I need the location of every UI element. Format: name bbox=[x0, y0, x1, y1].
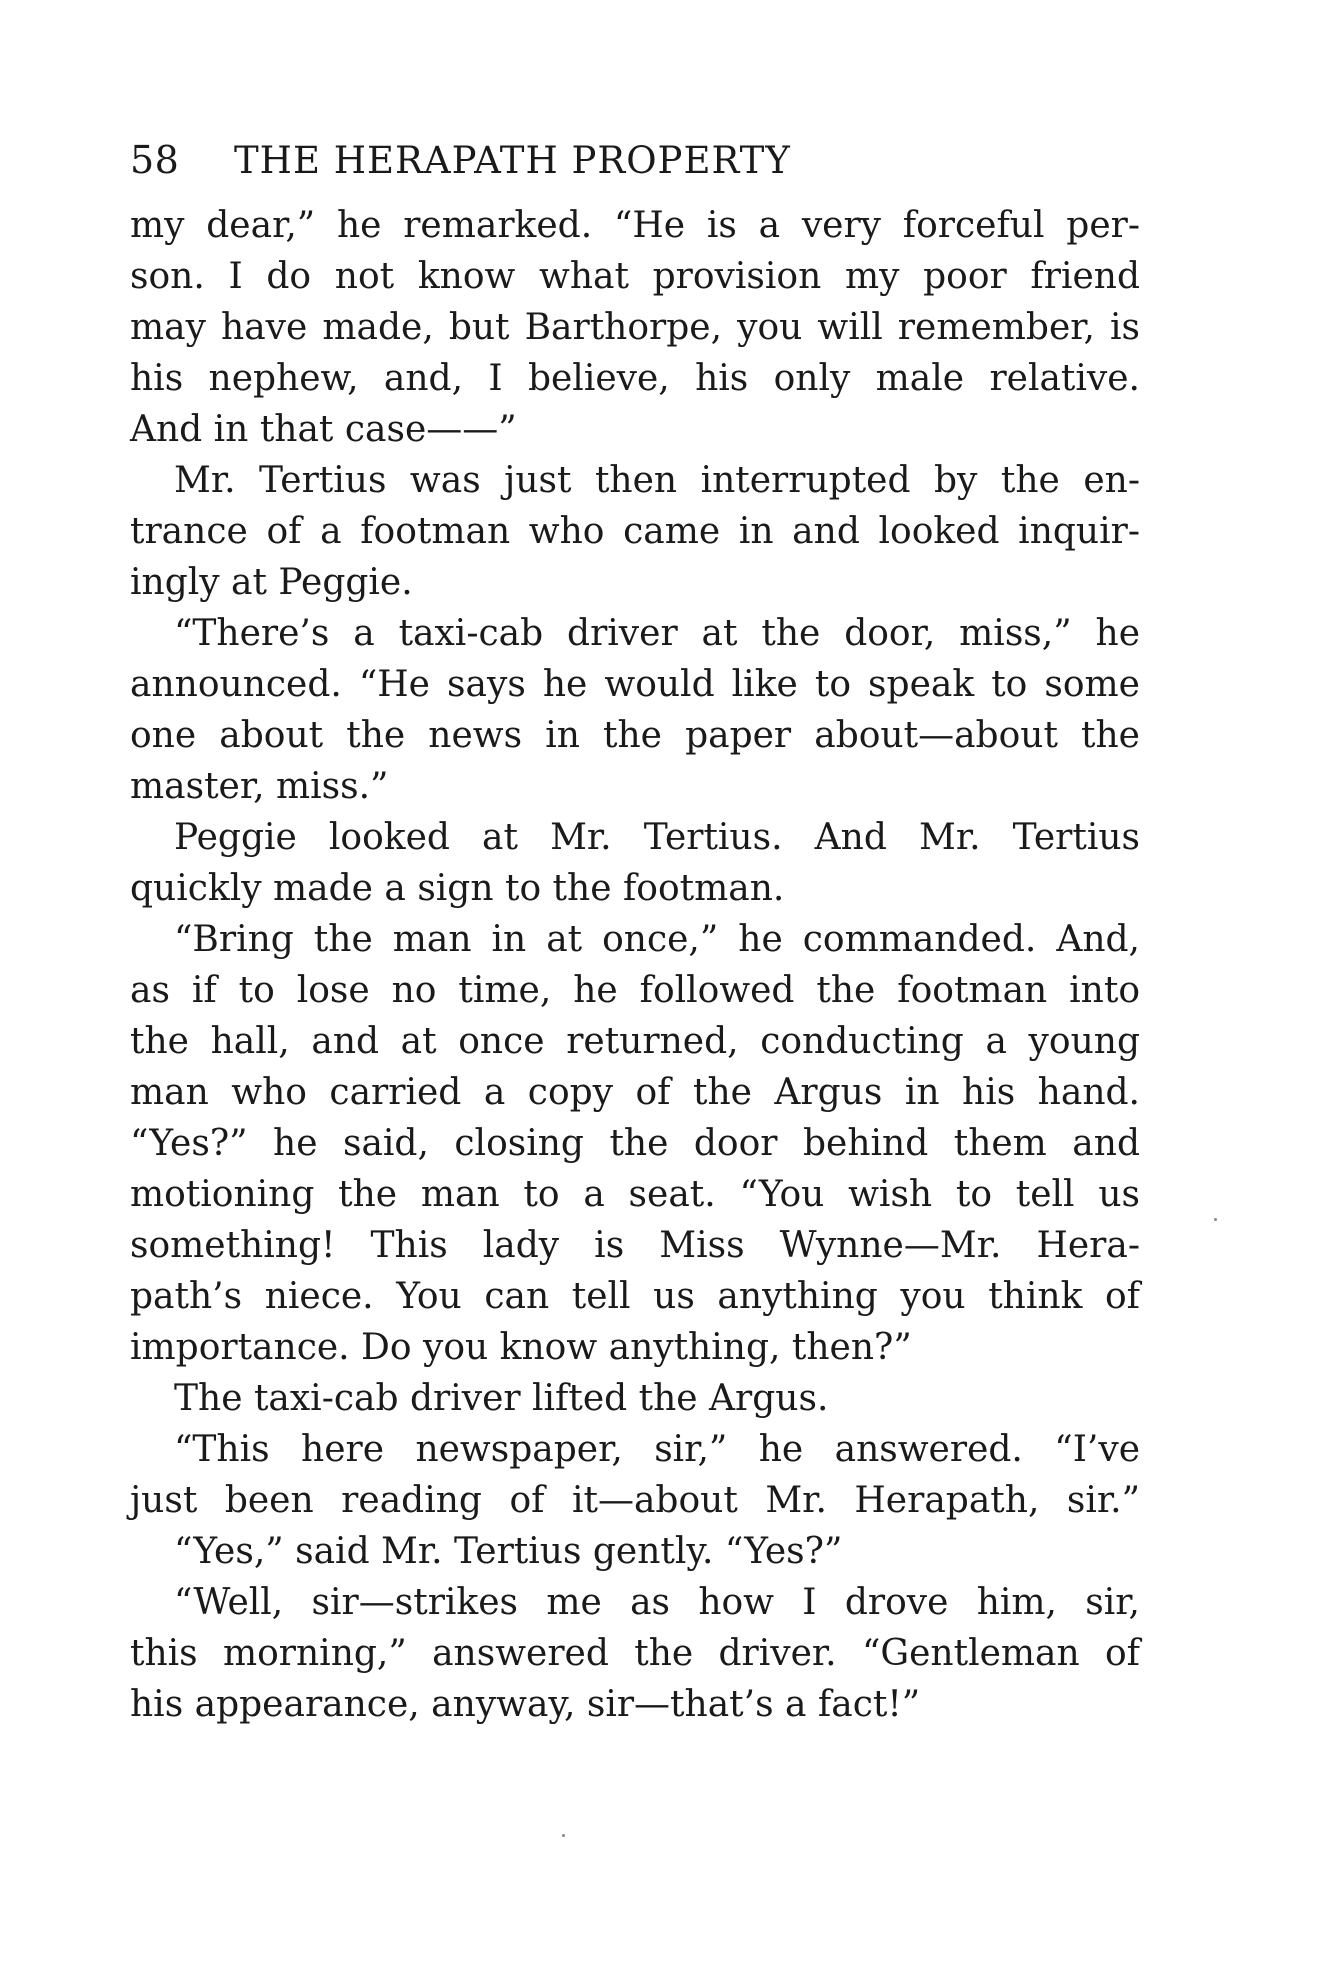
text-line: the hall, and at once returned, conducting a young bbox=[130, 1021, 1140, 1062]
running-title: THE HERAPATH PROPERTY bbox=[234, 139, 791, 182]
text-line: son. I do not know what provision my poor friend bbox=[130, 256, 1140, 297]
text-line: “Yes,” said Mr. Tertius gently. “Yes?” bbox=[174, 1531, 843, 1572]
text-line: trance of a footman who came in and looked inquir- bbox=[130, 511, 1140, 552]
text-line: announced. “He says he would like to speak to some bbox=[130, 664, 1140, 705]
book-page bbox=[130, 138, 1140, 1730]
text-line: master, miss.” bbox=[130, 766, 389, 807]
page-header bbox=[130, 138, 1140, 198]
body-text bbox=[130, 200, 1140, 1730]
text-line: just been reading of it—about Mr. Herapath, sir.” bbox=[130, 1480, 1140, 1521]
text-line: motioning the man to a seat. “You wish to tell us bbox=[130, 1174, 1140, 1215]
text-line: this morning,” answered the driver. “Gentleman of bbox=[130, 1633, 1140, 1674]
text-line: his appearance, anyway, sir—that’s a fact!” bbox=[130, 1684, 921, 1725]
text-line: as if to lose no time, he followed the footman into bbox=[130, 970, 1140, 1011]
text-line: my dear,” he remarked. “He is a very forceful per- bbox=[130, 205, 1140, 246]
speck-mark bbox=[562, 1834, 565, 1837]
text-line: Mr. Tertius was just then interrupted by the en- bbox=[174, 460, 1140, 501]
text-line: something! This lady is Miss Wynne—Mr. Hera- bbox=[130, 1225, 1140, 1266]
page-number: 58 bbox=[130, 138, 180, 182]
text-line: The taxi-cab driver lifted the Argus. bbox=[174, 1378, 829, 1419]
text-line: quickly made a sign to the footman. bbox=[130, 868, 785, 909]
text-line: ingly at Peggie. bbox=[130, 562, 413, 603]
text-line: “There’s a taxi-cab driver at the door, miss,” he bbox=[174, 613, 1140, 654]
speck-mark bbox=[1214, 1218, 1217, 1221]
text-line: his nephew, and, I believe, his only male relative. bbox=[130, 358, 1140, 399]
text-line: man who carried a copy of the Argus in his hand. bbox=[130, 1072, 1140, 1113]
text-line: importance. Do you know anything, then?” bbox=[130, 1327, 912, 1368]
text-line: “This here newspaper, sir,” he answered. “I’ve bbox=[174, 1429, 1140, 1470]
text-line: “Bring the man in at once,” he commanded. And, bbox=[174, 919, 1140, 960]
text-line: “Well, sir—strikes me as how I drove him, sir, bbox=[174, 1582, 1140, 1623]
text-line: may have made, but Barthorpe, you will remember, is bbox=[130, 307, 1140, 348]
text-line: one about the news in the paper about—about the bbox=[130, 715, 1140, 756]
text-line: path’s niece. You can tell us anything you think of bbox=[130, 1276, 1140, 1317]
text-line: And in that case——” bbox=[130, 409, 517, 450]
text-line: “Yes?” he said, closing the door behind them and bbox=[130, 1123, 1140, 1164]
text-line: Peggie looked at Mr. Tertius. And Mr. Tertius bbox=[174, 817, 1140, 858]
